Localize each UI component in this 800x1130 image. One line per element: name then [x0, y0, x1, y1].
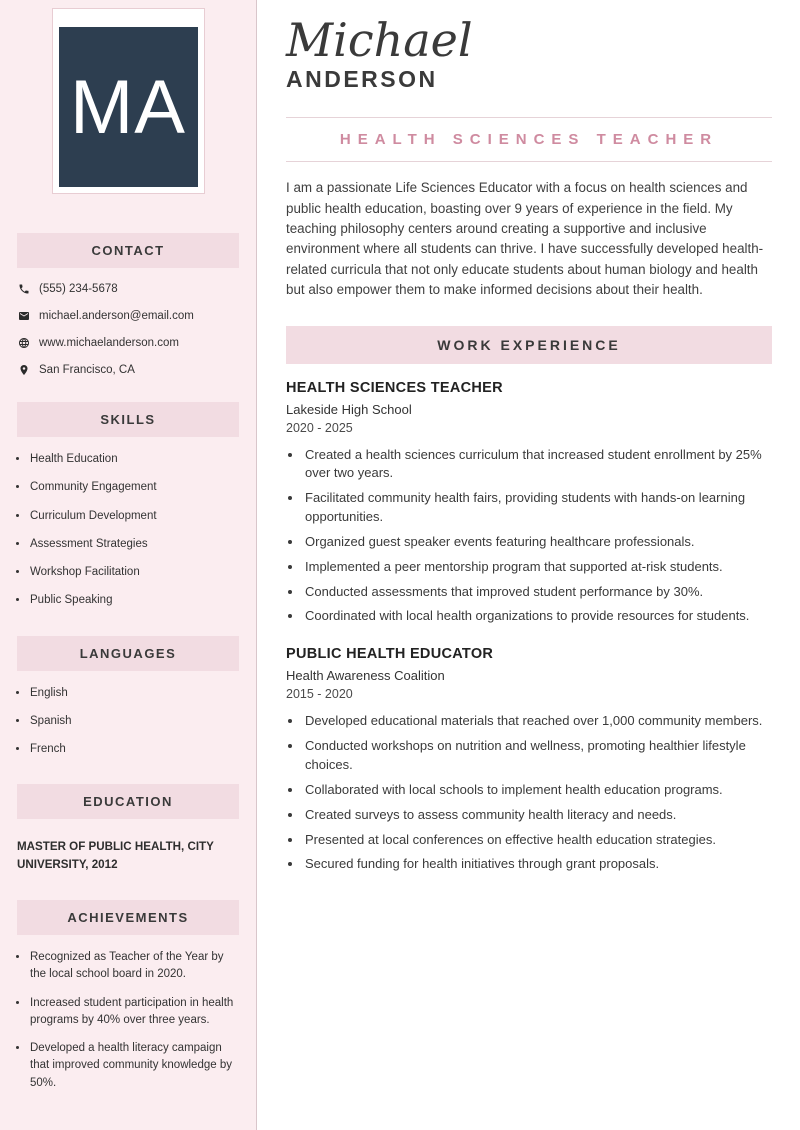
- job-bullet: • Created a health sciences curriculum that increased student enrollment by 25% over two years.: [303, 446, 772, 484]
- language-item: • Spanish: [29, 713, 239, 730]
- job-bullet: • Collaborated with local schools to implement health education programs.: [303, 781, 772, 800]
- language-item: • French: [29, 741, 239, 758]
- contact-item-email: [18, 310, 239, 322]
- skills-section-header: SKILLS: [17, 402, 239, 437]
- job-bullet: • Facilitated community health fairs, providing students with hands-on learning opportunities.: [303, 489, 772, 527]
- job-bullet: • Implemented a peer mentorship program that supported at-risk students.: [303, 558, 772, 577]
- email-icon: [18, 310, 30, 322]
- education-degree: MASTER OF PUBLIC HEALTH, CITY UNIVERSITY, 2012: [17, 840, 214, 872]
- job-bullet: • Organized guest speaker events featuring healthcare professionals.: [303, 533, 772, 552]
- skill-item: • Assessment Strategies: [29, 536, 239, 553]
- job-bullet: • Conducted workshops on nutrition and wellness, promoting healthier lifestyle choices.: [303, 737, 772, 775]
- achievement-item: • Recognized as Teacher of the Year by the local school board in 2020.: [29, 949, 239, 984]
- job-bullet: • Presented at local conferences on effective health education strategies.: [303, 831, 772, 850]
- job-dates: 2020 - 2025: [286, 420, 353, 435]
- contact-item-website: [18, 337, 239, 349]
- job-entry: [286, 646, 772, 874]
- contact-section-header: CONTACT: [17, 233, 239, 268]
- skill-item: • Public Speaking: [29, 592, 239, 609]
- achievement-item: • Increased student participation in health programs by 40% over three years.: [29, 995, 239, 1030]
- job-bullet: • Developed educational materials that reached over 1,000 community members.: [303, 712, 772, 731]
- job-bullet: • Coordinated with local health organizations to provide resources for students.: [303, 607, 772, 626]
- job-company: Lakeside High School: [286, 401, 412, 417]
- phone-icon: [18, 283, 30, 295]
- job-bullet: • Secured funding for health initiatives through grant proposals.: [303, 855, 772, 874]
- work-experience-header: WORK EXPERIENCE: [286, 326, 772, 364]
- languages-list: [29, 685, 239, 759]
- education-section-header: EDUCATION: [17, 784, 239, 819]
- avatar-initials: MA: [59, 27, 198, 187]
- contact-item-phone: [18, 283, 239, 295]
- contact-item-text: michael.anderson@email.com: [39, 310, 194, 322]
- job-entry: [286, 380, 772, 627]
- globe-icon: [18, 337, 30, 349]
- avatar: [52, 8, 205, 194]
- job-dates: 2015 - 2020: [286, 687, 353, 702]
- job-title: HEALTH SCIENCES TEACHER: [286, 379, 503, 396]
- contact-item-text: San Francisco, CA: [39, 364, 135, 376]
- contact-item-text: www.michaelanderson.com: [39, 337, 179, 349]
- skill-item: • Curriculum Development: [29, 508, 239, 525]
- job-title: PUBLIC HEALTH EDUCATOR: [286, 646, 494, 663]
- contact-item-text: (555) 234-5678: [39, 283, 118, 295]
- last-name: ANDERSON: [286, 66, 438, 93]
- job-company: Health Awareness Coalition: [286, 668, 445, 684]
- summary-paragraph: I am a passionate Life Sciences Educator with a focus on health sciences and public health education, boasting over 9 years of experience in the field. My teaching philosophy centers around creating a supportive and inclusive environment where all students can thrive. I have successfully developed health-related curricula that not only educate students about human biology and health but also empower them to make informed decisions about their health.: [286, 180, 764, 298]
- achievements-list: [29, 949, 239, 1092]
- achievements-section-header: ACHIEVEMENTS: [17, 900, 239, 935]
- first-name: Michael: [286, 13, 473, 67]
- divider-bottom: [286, 161, 772, 162]
- job-bullet: • Created surveys to assess community health literacy and needs.: [303, 806, 772, 825]
- achievement-item: • Developed a health literacy campaign that improved community knowledge by 50%.: [29, 1040, 239, 1092]
- skills-list: [29, 451, 239, 610]
- job-bullet-list: [286, 712, 772, 874]
- job-bullet-list: [286, 446, 772, 627]
- language-item: • English: [29, 685, 239, 702]
- main-content: [257, 0, 800, 1130]
- skill-item: • Health Education: [29, 451, 239, 468]
- skill-item: • Community Engagement: [29, 479, 239, 496]
- location-icon: [18, 364, 30, 376]
- job-headline: HEALTH SCIENCES TEACHER: [339, 131, 719, 149]
- languages-section-header: LANGUAGES: [17, 636, 239, 671]
- contact-list: [18, 283, 239, 376]
- contact-item-location: [18, 364, 239, 376]
- sidebar: [0, 0, 257, 1130]
- job-bullet: • Conducted assessments that improved student performance by 30%.: [303, 583, 772, 602]
- skill-item: • Workshop Facilitation: [29, 564, 239, 581]
